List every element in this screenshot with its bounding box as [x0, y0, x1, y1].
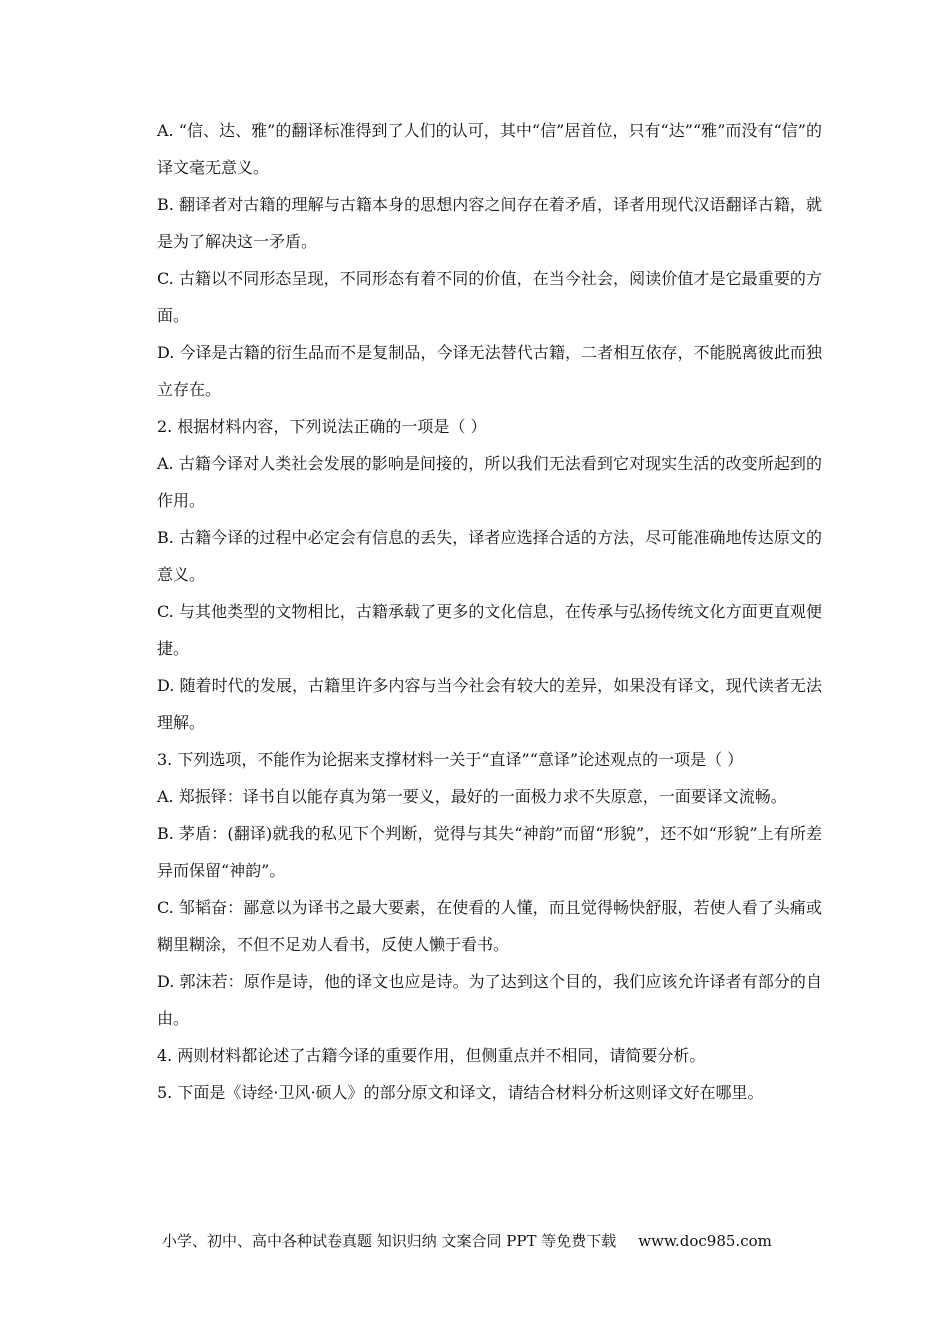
- q1-option-b: B. 翻译者对古籍的理解与古籍本身的思想内容之间存在着矛盾，译者用现代汉语翻译古籍，就是为了解决这一矛盾。: [157, 195, 822, 251]
- q2-option-c: C. 与其他类型的文物相比，古籍承载了更多的文化信息，在传承与弘扬传统文化方面更直观便捷。: [157, 602, 822, 658]
- q2-option-a: A. 古籍今译对人类社会发展的影响是间接的，所以我们无法看到它对现实生活的改变所起到的作用。: [157, 454, 822, 510]
- q1-option-a: A. “信、达、雅”的翻译标准得到了人们的认可，其中“信”居首位，只有“达”“雅”而没有“信”的译文毫无意义。: [157, 121, 822, 177]
- q2-stem: 2. 根据材料内容，下列说法正确的一项是（ ）: [157, 417, 487, 436]
- q1-option-c: C. 古籍以不同形态呈现，不同形态有着不同的价值，在当今社会，阅读价值才是它最重要的方面。: [157, 269, 822, 325]
- q2-option-b: B. 古籍今译的过程中必定会有信息的丢失，译者应选择合适的方法，尽可能准确地传达原文的意义。: [157, 528, 822, 584]
- q4-stem: 4. 两则材料都论述了古籍今译的重要作用，但侧重点并不相同，请简要分析。: [157, 1046, 706, 1065]
- q3-stem: 3. 下列选项，不能作为论据来支撑材料一关于“直译”“意译”论述观点的一项是（ ）: [157, 750, 744, 769]
- footer-text: 小学、初中、高中各种试卷真题 知识归纳 文案合同 PPT 等免费下载: [162, 1232, 617, 1250]
- q3-option-c: C. 邹韬奋：鄙意以为译书之最大要素，在使看的人懂，而且觉得畅快舒服，若使人看了头痛或糊里糊涂，不但不足劝人看书，反使人懒于看书。: [157, 898, 822, 954]
- footer-url[interactable]: www.doc985.com: [638, 1232, 772, 1250]
- q3-option-d: D. 郭沫若：原作是诗，他的译文也应是诗。为了达到这个目的，我们应该允许译者有部分的自由。: [157, 972, 822, 1028]
- page-footer: [162, 1227, 772, 1255]
- q3-option-a: A. 郑振铎：译书自以能存真为第一要义，最好的一面极力求不失原意，一面要译文流畅。: [157, 787, 787, 806]
- q2-option-d: D. 随着时代的发展，古籍里许多内容与当今社会有较大的差异，如果没有译文，现代读者无法理解。: [157, 676, 822, 732]
- q5-stem: 5. 下面是《诗经·卫风·硕人》的部分原文和译文，请结合材料分析这则译文好在哪里。: [157, 1083, 764, 1102]
- q3-option-b: B. 茅盾：(翻译)就我的私见下个判断，觉得与其失“神韵”而留“形貌”，还不如“形貌”上有所差异而保留“神韵”。: [157, 824, 822, 880]
- document-body: [157, 112, 822, 1111]
- q1-option-d: D. 今译是古籍的衍生品而不是复制品，今译无法替代古籍，二者相互依存，不能脱离彼此而独立存在。: [157, 343, 822, 399]
